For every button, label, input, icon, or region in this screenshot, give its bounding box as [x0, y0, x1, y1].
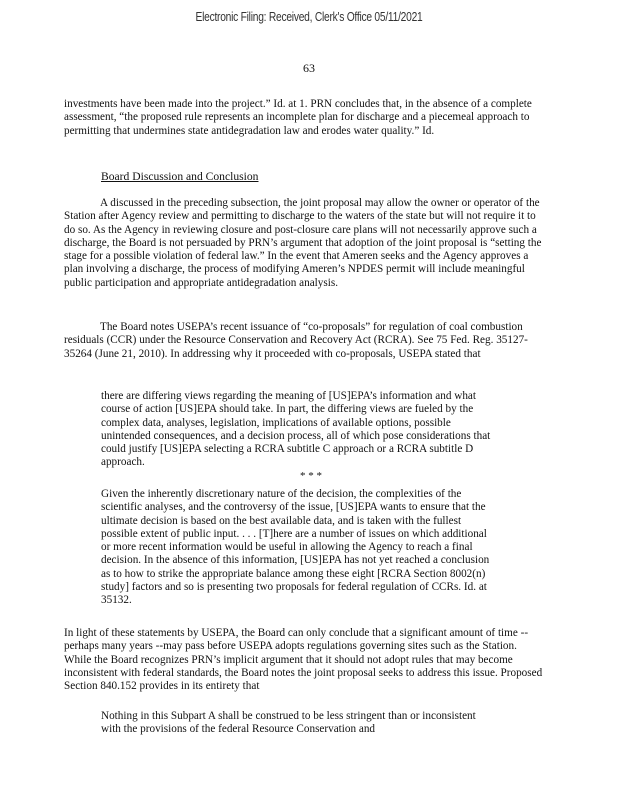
filing-stamp: Electronic Filing: Received, Clerk's Office 05/11/2021: [195, 10, 423, 24]
ellipsis-stars: * * *: [300, 470, 322, 482]
block-quote-differing-views: there are differing views regarding the meaning of [US]EPA’s information and what course of action [US]EPA should take. In part, the differing views are fueled by the complex data, analyses, legislation, implications of available options, possible unintended consequences, and a decision process, all of which pose considerations that could justify [US]EPA selecting a RCRA subtitle C approach or a RCRA subtitle D approach.: [101, 390, 491, 469]
block-quote-section-840-152: Nothing in this Subpart A shall be construed to be less stringent than or inconsistent with the provisions of the federal Resource Conservation and: [101, 710, 476, 736]
paragraph-usepa-coproposals: The Board notes USEPA’s recent issuance of “co-proposals” for regulation of coal combustion residuals (CCR) under the Resource Conservation and Recovery Act (RCRA). See 75 Fed. Reg. 35127-35264 (June 21, 2010). In addressing why it proceeded with co-proposals, USEPA stated that: [64, 321, 528, 360]
page-number: 63: [303, 61, 315, 75]
paragraph-prn-conclusion: investments have been made into the project.” Id. at 1. PRN concludes that, in the absence of a complete assessment, “the proposed rule represents an incomplete plan for discharge and a piecemeal approach to permitting that undermines state antidegradation law and erodes water quality.” Id.: [64, 98, 532, 137]
paragraph-joint-proposal: A discussed in the preceding subsection, the joint proposal may allow the owner or operator of the Station after Agency review and permitting to discharge to the waters of the state but will not require it to do so. As the Agency in reviewing closure and post-closure care plans will not necessarily approve such a discharge, the Board is not persuaded by PRN’s argument that adoption of the joint proposal is “setting the stage for a possible violation of federal law.” In the event that Ameren seeks and the Agency approves a plan involving a discharge, the process of modifying Ameren’s NPDES permit will include meaningful public participation and appropriate antidegradation analysis.: [64, 197, 542, 289]
block-quote-discretionary: Given the inherently discretionary nature of the decision, the complexities of the scientific analyses, and the controversy of the issue, [US]EPA wants to ensure that the ultimate decision is based on the best available data, and is taken with the fullest possible extent of public input. . . . [T]here are a number of issues on which additional or more recent information would be useful in allowing the Agency to reach a final decision. In the absence of this information, [US]EPA has not yet reached a conclusion as to how to strike the appropriate balance among these eight [RCRA Section 8002(n) study] factors and so is presenting two proposals for federal regulation of CCRs. Id. at 35132.: [101, 488, 490, 607]
paragraph-board-conclusion: In light of these statements by USEPA, the Board can only conclude that a significant amount of time -- perhaps many years --may pass before USEPA adopts regulations governing sites such as the Station. While the Board recognizes PRN’s implicit argument that it should not adopt rules that may become inconsistent with federal standards, the Board notes the joint proposal seeks to address this issue. Proposed Section 840.152 provides in its entirety that: [64, 627, 543, 693]
section-heading: Board Discussion and Conclusion: [101, 170, 259, 183]
